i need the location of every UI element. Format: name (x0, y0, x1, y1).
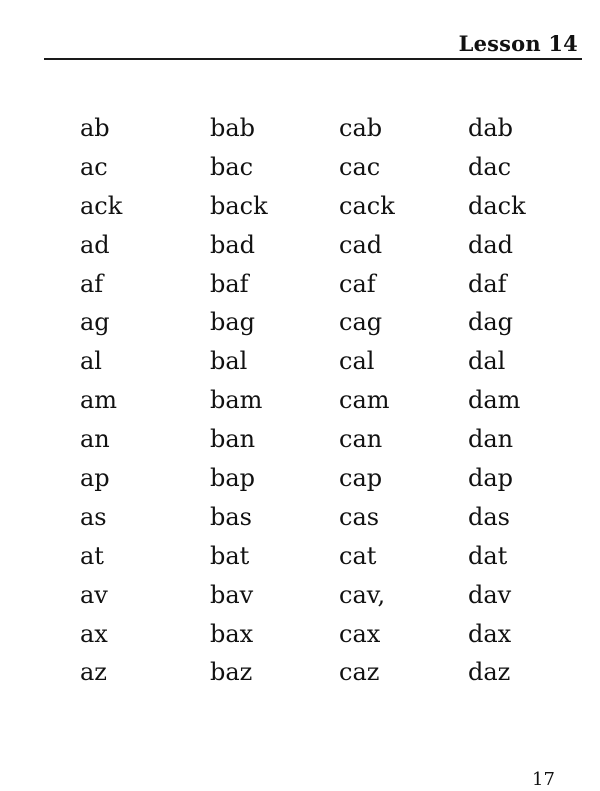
word: cav, (339, 580, 386, 609)
word: dat (468, 541, 508, 570)
word: am (80, 386, 118, 415)
word-row (0, 383, 600, 422)
word: caz (339, 658, 380, 687)
header-divider (44, 58, 582, 60)
word-row (0, 500, 600, 539)
word: daf (468, 269, 507, 298)
word: dac (468, 152, 512, 181)
word: cat (339, 541, 377, 570)
word: cac (339, 152, 381, 181)
word: dap (468, 464, 514, 493)
word-list (0, 111, 600, 694)
page-number: 17 (532, 769, 555, 790)
word: ad (80, 230, 110, 259)
word: bax (210, 619, 254, 648)
word: bac (210, 152, 254, 181)
word: cax (339, 619, 381, 648)
word: bat (210, 541, 250, 570)
word: an (80, 425, 110, 454)
word-row (0, 305, 600, 344)
word-row (0, 150, 600, 189)
word: baz (210, 658, 253, 687)
word: ag (80, 308, 110, 337)
word-row (0, 344, 600, 383)
word-row (0, 267, 600, 306)
word: al (80, 347, 102, 376)
word: das (468, 502, 510, 531)
word: bad (210, 230, 256, 259)
word: dag (468, 308, 514, 337)
word: baf (210, 269, 249, 298)
word: bag (210, 308, 256, 337)
lesson-title: Lesson 14 (458, 31, 578, 56)
word: dack (468, 191, 526, 220)
word: dab (468, 114, 514, 142)
word: ab (80, 114, 110, 142)
word: ack (80, 191, 123, 220)
word: bab (210, 114, 256, 142)
word-row (0, 578, 600, 617)
word: cap (339, 464, 383, 493)
word: cam (339, 386, 390, 415)
word: af (80, 269, 104, 298)
word: ban (210, 425, 256, 454)
word: cab (339, 114, 383, 142)
word: dav (468, 580, 512, 609)
word: bam (210, 386, 263, 415)
word-row (0, 539, 600, 578)
word: dal (468, 347, 506, 376)
word: bav (210, 580, 254, 609)
word: ax (80, 619, 108, 648)
word: caf (339, 269, 376, 298)
word: bap (210, 464, 256, 493)
word: dam (468, 386, 521, 415)
word: av (80, 580, 108, 609)
word: bal (210, 347, 248, 376)
word: dad (468, 230, 514, 259)
word: back (210, 191, 268, 220)
word: as (80, 502, 107, 531)
word-row (0, 655, 600, 694)
word-row (0, 111, 600, 150)
word: az (80, 658, 107, 687)
word: ap (80, 464, 110, 493)
word: cad (339, 230, 383, 259)
word: dax (468, 619, 512, 648)
word: cack (339, 191, 395, 220)
word: can (339, 425, 383, 454)
word: cag (339, 308, 383, 337)
word-row (0, 461, 600, 500)
word-row (0, 617, 600, 656)
word: dan (468, 425, 514, 454)
word-row (0, 228, 600, 267)
word: at (80, 541, 104, 570)
word: cas (339, 502, 380, 531)
word: daz (468, 658, 511, 687)
word-row (0, 189, 600, 228)
word-row (0, 422, 600, 461)
word: bas (210, 502, 252, 531)
word: cal (339, 347, 375, 376)
word: ac (80, 152, 108, 181)
